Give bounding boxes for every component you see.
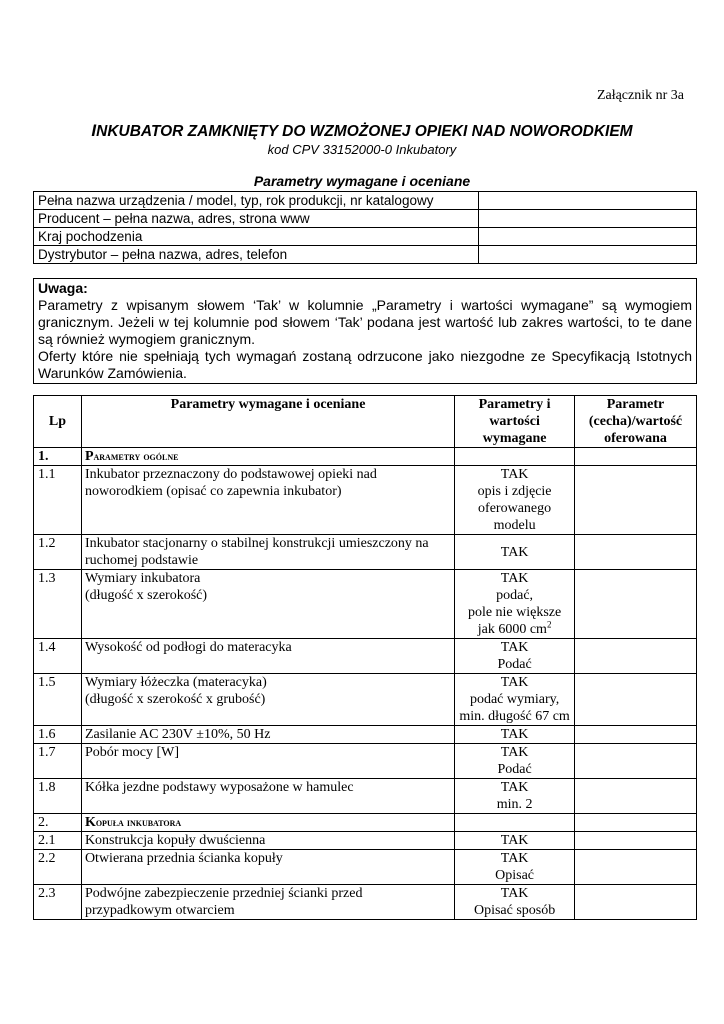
table-row xyxy=(34,535,697,570)
info-row xyxy=(34,246,697,264)
row-lp: 2.3 xyxy=(34,885,82,920)
attachment-label: Załącznik nr 3a xyxy=(596,88,684,103)
info-row xyxy=(34,210,697,228)
section-title xyxy=(81,814,454,832)
desc-line: (długość x szerokość x grubość) xyxy=(84,692,266,707)
row-desc: Konstrukcja kopuły dwuścienna xyxy=(81,832,454,850)
title-initial: I xyxy=(91,121,97,140)
required-detail xyxy=(458,604,571,638)
offered-cell[interactable] xyxy=(575,814,697,832)
table-row xyxy=(34,466,697,535)
table-row xyxy=(34,744,697,779)
info-row xyxy=(34,192,697,210)
cpv-code: kod CPV 33152000-0 Inkubatory xyxy=(267,142,457,157)
row-desc: Pobór mocy [W] xyxy=(81,744,454,779)
row-desc: Zasilanie AC 230V ±10%, 50 Hz xyxy=(81,726,454,744)
section-initial: P xyxy=(84,449,94,464)
required-detail: min. 2 xyxy=(496,797,533,812)
row-lp: 1.5 xyxy=(34,674,82,726)
row-required: TAK xyxy=(455,726,575,744)
info-value-cell[interactable] xyxy=(479,192,697,210)
required-value: TAK xyxy=(500,640,529,655)
section-lp: 2. xyxy=(34,814,82,832)
required-detail: podać, xyxy=(496,588,534,603)
offered-cell[interactable] xyxy=(575,744,697,779)
required-detail: opis i zdjęcie oferowanego modelu xyxy=(477,484,552,533)
row-desc: Kółka jezdne podstawy wyposażone w hamulec xyxy=(81,779,454,814)
row-desc xyxy=(81,570,454,639)
row-required xyxy=(455,885,575,920)
note-box xyxy=(33,278,697,384)
offered-cell[interactable] xyxy=(575,885,697,920)
info-label: Pełna nazwa urządzenia / model, typ, rok produkcji, nr katalogowy xyxy=(34,192,479,210)
offered-cell[interactable] xyxy=(575,466,697,535)
table-header-row xyxy=(34,396,697,448)
section-title xyxy=(81,448,454,466)
row-desc: Wysokość od podłogi do materacyka xyxy=(81,639,454,674)
offered-cell[interactable] xyxy=(575,850,697,885)
section-rest: arametry ogólne xyxy=(93,449,179,463)
note-paragraph-1: Parametry z wpisanym słowem ‘Tak’ w kolumnie „Parametry i wartości wymagane” są wymogiem granicznym. Jeżeli w tej kolumnie pod słowem ‘Tak’ podana jest wartość lub zakres wartości, to te dane są również wymogiem granicznym. xyxy=(38,297,692,347)
required-detail: Podać xyxy=(497,657,532,672)
row-required: TAK xyxy=(455,535,575,570)
table-row xyxy=(34,885,697,920)
header-param: Parametry wymagane i oceniane xyxy=(81,396,454,448)
row-lp: 1.7 xyxy=(34,744,82,779)
row-desc: Inkubator przeznaczony do podstawowej opieki nad noworodkiem (opisać co zapewnia inkubator) xyxy=(81,466,454,535)
info-label: Dystrybutor – pełna nazwa, adres, telefon xyxy=(34,246,479,264)
offered-cell[interactable] xyxy=(575,570,697,639)
section-initial: K xyxy=(84,815,96,830)
required-value: TAK xyxy=(500,886,529,901)
header-lp: Lp xyxy=(34,396,82,448)
row-desc: Podwójne zabezpieczenie przedniej ścianki przed przypadkowym otwarciem xyxy=(81,885,454,920)
table-row xyxy=(34,832,697,850)
required-detail: Opisać sposób xyxy=(473,903,556,918)
device-info-table xyxy=(33,191,697,264)
desc-line: Wymiary łóżeczka (materacyka) xyxy=(84,675,267,690)
row-required xyxy=(455,850,575,885)
area-exponent: 2 xyxy=(546,619,552,630)
area-text: pole nie większe jak 6000 cm xyxy=(467,605,562,637)
section-row xyxy=(34,448,697,466)
row-lp: 1.3 xyxy=(34,570,82,639)
info-row xyxy=(34,228,697,246)
row-lp: 1.6 xyxy=(34,726,82,744)
table-row xyxy=(34,850,697,885)
row-required: TAK xyxy=(455,832,575,850)
document-title xyxy=(0,121,724,141)
empty-cell xyxy=(455,448,575,466)
desc-line: Wymiary inkubatora xyxy=(84,571,201,586)
offered-cell[interactable] xyxy=(575,779,697,814)
table-row xyxy=(34,570,697,639)
row-lp: 2.2 xyxy=(34,850,82,885)
note-heading: Uwaga: xyxy=(38,280,88,296)
title-rest: NKUBATOR ZAMKNIĘTY DO WZMOŻONEJ OPIEKI NAD NOWORODKIEM xyxy=(96,123,633,140)
offered-cell[interactable] xyxy=(575,535,697,570)
table-row xyxy=(34,726,697,744)
row-required xyxy=(455,744,575,779)
info-value-cell[interactable] xyxy=(479,210,697,228)
offered-cell[interactable] xyxy=(575,674,697,726)
info-value-cell[interactable] xyxy=(479,228,697,246)
row-desc: Inkubator stacjonarny o stabilnej konstrukcji umieszczony na ruchomej podstawie xyxy=(81,535,454,570)
required-detail: Opisać xyxy=(495,868,535,883)
section-row xyxy=(34,814,697,832)
table-row xyxy=(34,674,697,726)
header-offered: Parametr (cecha)/wartość oferowana xyxy=(575,396,697,448)
offered-cell[interactable] xyxy=(575,832,697,850)
row-lp: 2.1 xyxy=(34,832,82,850)
info-label: Kraj pochodzenia xyxy=(34,228,479,246)
row-lp: 1.8 xyxy=(34,779,82,814)
row-required xyxy=(455,674,575,726)
row-lp: 1.1 xyxy=(34,466,82,535)
row-required xyxy=(455,466,575,535)
section-lp: 1. xyxy=(34,448,82,466)
row-lp: 1.4 xyxy=(34,639,82,674)
required-value: TAK xyxy=(500,675,529,690)
section-heading: Parametry wymagane i oceniane xyxy=(253,173,471,189)
table-row xyxy=(34,639,697,674)
row-desc: Otwierana przednia ścianka kopuły xyxy=(81,850,454,885)
note-paragraph-2: Oferty które nie spełniają tych wymagań zostaną odrzucone jako niezgodne ze Specyfikacją Istotnych Warunków Zamówienia. xyxy=(38,348,692,381)
required-value: TAK xyxy=(500,467,529,482)
info-value-cell[interactable] xyxy=(479,246,697,264)
required-value: TAK xyxy=(500,780,529,795)
row-required xyxy=(455,639,575,674)
row-required xyxy=(455,570,575,639)
required-value: TAK xyxy=(500,851,529,866)
header-required: Parametry i wartości wymagane xyxy=(455,396,575,448)
offered-cell[interactable] xyxy=(575,726,697,744)
required-value: TAK xyxy=(500,571,529,586)
empty-cell xyxy=(455,814,575,832)
table-row xyxy=(34,779,697,814)
parameters-table xyxy=(33,395,697,920)
required-value: TAK xyxy=(500,745,529,760)
row-desc xyxy=(81,674,454,726)
required-detail: podać wymiary, min. długość 67 cm xyxy=(459,692,570,724)
section-rest: opuła inkubatora xyxy=(95,815,182,829)
required-detail: Podać xyxy=(497,762,532,777)
offered-cell[interactable] xyxy=(575,639,697,674)
offered-cell[interactable] xyxy=(575,448,697,466)
row-required xyxy=(455,779,575,814)
info-label: Producent – pełna nazwa, adres, strona www xyxy=(34,210,479,228)
desc-line: (długość x szerokość) xyxy=(84,588,208,603)
row-lp: 1.2 xyxy=(34,535,82,570)
